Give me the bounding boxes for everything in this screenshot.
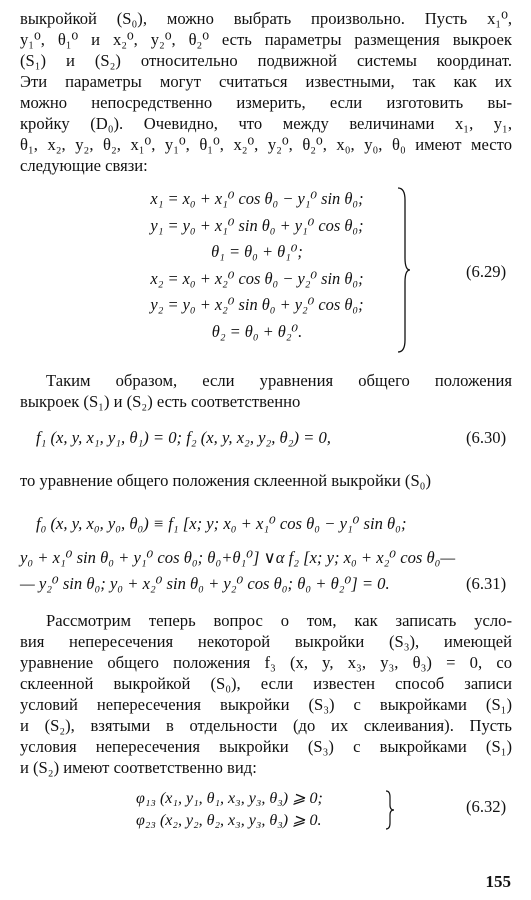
equation-line: y₂ = y₀ + x₂⁰ sin θ₀ + y₂⁰ cos θ₀; xyxy=(150,295,364,314)
formula-6-31-line: y₀ + x₁⁰ sin θ₀ + y₁⁰ cos θ₀; θ₀+θ₁⁰] ∨α f₂ [x; y; x₀ + x₂⁰ cos θ₀— xyxy=(20,548,456,567)
equation-line: θ₂ = θ₀ + θ₂⁰. xyxy=(211,321,303,341)
text-line: Рассмотрим теперь вопрос о том, как записать усло- xyxy=(46,611,512,630)
text-line: θ₁, x₂, y₂, θ₂, x₁⁰, y₁⁰, θ₁⁰, x₂⁰, y₂⁰, θ₂⁰, x₀, y₀, θ₀ имеют место xyxy=(20,135,512,154)
equation-line: y₁ = y₀ + x₁⁰ sin θ₀ + y₁⁰ cos θ₀; xyxy=(150,215,364,235)
equation-number: (6.32) xyxy=(466,797,507,816)
equation-line: x₂ = x₀ + x₂⁰ cos θ₀ − y₂⁰ sin θ₀; xyxy=(150,268,364,288)
right-brace-icon xyxy=(384,789,396,831)
equation-number: (6.30) xyxy=(466,428,507,447)
right-brace-icon xyxy=(396,186,412,354)
paragraph-consider xyxy=(20,610,512,778)
formula-6-32-line: φ₁₃ (x₁, y₁, θ₁, x₃, y₃, θ₃) ⩾ 0; xyxy=(136,790,323,807)
text-line: можно непосредственно измерить, если изготовить вы- xyxy=(20,93,512,112)
equation-system-6-29 xyxy=(118,186,396,345)
text-line: то уравнение общего положения склеенной выкройки (S₀) xyxy=(20,471,431,490)
text-line: и (S₂), взятыми в отдельности (до их склеивания). Пусть xyxy=(20,716,512,735)
equation-number: (6.29) xyxy=(466,262,507,281)
text-line: условий непересечения выкройки (S₃) с выкройками (S₁) xyxy=(20,695,512,714)
text-line: условия непересечения выкройки (S₃) с выкройками (S₁) xyxy=(20,737,512,756)
formula-6-32-line: φ₂₃ (x₂, y₂, θ₂, x₃, y₃, θ₃) ⩾ 0. xyxy=(136,812,322,829)
formula-6-31-line: — y₂⁰ sin θ₀; y₀ + x₂⁰ sin θ₀ + y₂⁰ cos θ₀; θ₀ + θ₂⁰] = 0. xyxy=(20,574,390,593)
paragraph-then xyxy=(20,470,512,491)
equation-line: x₁ = x₀ + x₁⁰ cos θ₀ − y₁⁰ sin θ₀; xyxy=(150,189,364,208)
text-line: и (S₂) имеют соответственно вид: xyxy=(20,758,257,777)
paragraph-taking xyxy=(20,370,512,412)
text-line: y₁⁰, θ₁⁰ и x₂⁰, y₂⁰, θ₂⁰ есть параметры размещения выкроек xyxy=(20,30,512,49)
page-number: 155 xyxy=(485,872,511,891)
text-line: кройку (D₀). Очевидно, что между величинами x₁, y₁, xyxy=(20,114,512,133)
text-line: Эти параметры могут считаться известными, так как их xyxy=(20,72,512,91)
text-line: вия непересечения некоторой выкройки (S₃), имеющей xyxy=(20,632,512,651)
equation-number: (6.31) xyxy=(466,574,507,593)
text-line: следующие связи: xyxy=(20,156,148,175)
text-line: склеенной выкройкой (S₀), если известен способ записи xyxy=(20,674,512,693)
paragraph-intro xyxy=(20,8,512,176)
equation-line: θ₁ = θ₀ + θ₁⁰; xyxy=(211,242,303,261)
formula-6-31-line: f₀ (x, y, x₀, y₀, θ₀) ≡ f₁ [x; y; x₀ + x₁⁰ cos θ₀ − y₁⁰ sin θ₀; xyxy=(36,514,407,533)
text-line: уравнение общего положения f₃ (x, y, x₃, y₃, θ₃) = 0, со xyxy=(20,653,512,672)
text-line: выкройкой (S₀), можно выбрать произвольно. Пусть x₁⁰, xyxy=(20,9,512,28)
text-line: (S₁) и (S₂) относительно подвижной системы координат. xyxy=(20,51,512,70)
text-line: Таким образом, если уравнения общего положения xyxy=(46,371,512,390)
text-line: выкроек (S₁) и (S₂) есть соответственно xyxy=(20,392,301,411)
formula-6-30: f₁ (x, y, x₁, y₁, θ₁) = 0; f₂ (x, y, x₂, y₂, θ₂) = 0, xyxy=(36,428,331,447)
